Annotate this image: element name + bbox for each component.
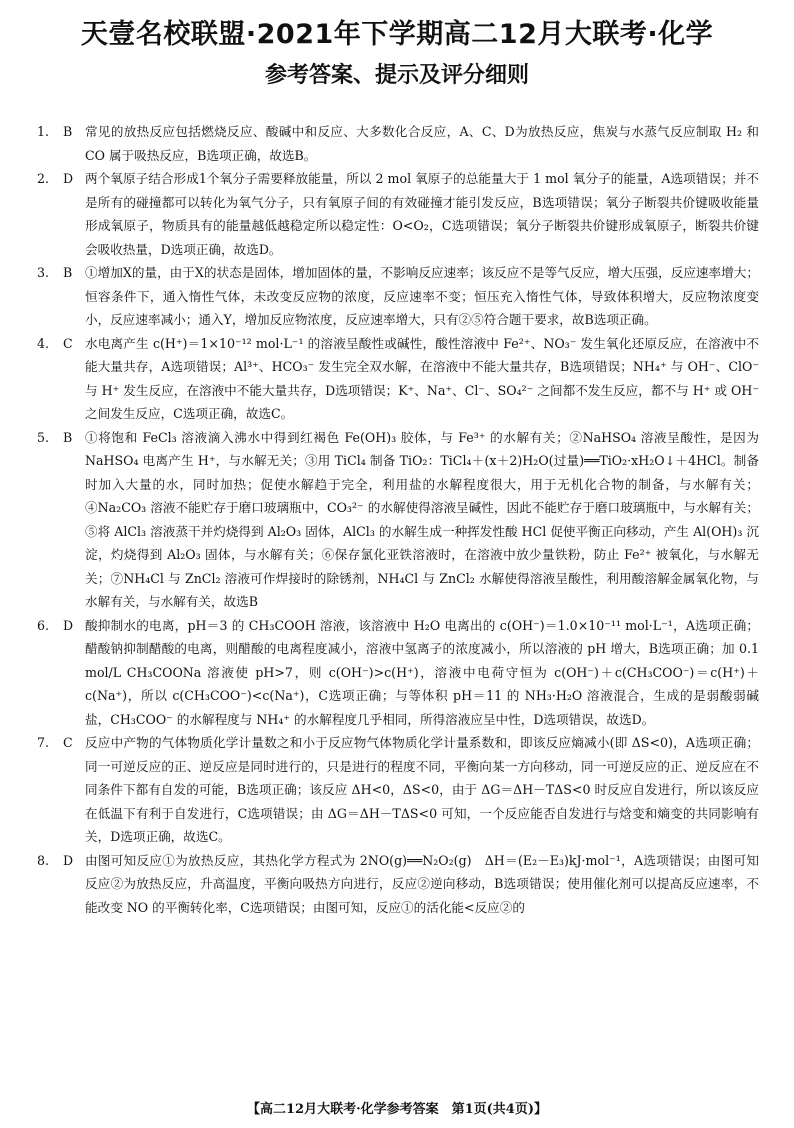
question-number: 6. <box>37 617 50 633</box>
answer-choice: D <box>63 852 74 868</box>
answer-explanation: 由图可知反应①为放热反应，其热化学方程式为 2NO(g)══N₂O₂(g) ΔH＝(E₂－E₃)kJ·mol⁻¹，A选项错误；由图可知反应②为放热反应，升高温度，平衡向吸热方向进行，反应②逆向移动，B选项错误；使用催化剂可以提高反应速率，不能改变 NO 的平衡转化率，C选项错误；由图可知，反应①的活化能<反应②的 <box>85 852 759 915</box>
answer-explanation: 水电离产生 c(H⁺)＝1×10⁻¹² mol·L⁻¹ 的溶液呈酸性或碱性，酸性溶液中 Fe²⁺、NO₃⁻ 发生氧化还原反应，在溶液中不能大量共存，A选项错误；Al³⁺、HCO₃⁻ 发生完全双水解，在溶液中不能大量共存，B选项错误；NH₄⁺ 与 OH⁻、ClO⁻ 与 H⁺ 发生反应，在溶液中不能大量共存，D选项错误；K⁺、Na⁺、Cl⁻、SO₄²⁻ 之间都不发生反应，都不与 H⁺ 或 OH⁻ 之间发生反应，C选项正确，故选C。 <box>85 335 759 421</box>
question-number: 3. <box>37 265 50 280</box>
answer-explanation: 反应中产物的气体物质化学计量数之和小于反应物气体物质化学计量系数和，即该反应熵减小(即 ΔS<0)，A选项正确；同一可逆反应的正、逆反应是同时进行的，只是进行的程度不同，平衡向某一方向移动，同一可逆反应的正、逆反应在不同条件下都有自发的可能，B选项正确；该反应 ΔH<0，ΔS<0，由于 ΔG＝ΔH－TΔS<0 时反应自发进行，所以该反应在低温下有利于自发进行，C选项错误；由 ΔG＝ΔH－TΔS<0 可知，一个反应能否自发进行与焓变和熵变的共同影响有关，D选项正确，故选C。 <box>85 735 759 844</box>
answer-list <box>37 120 759 919</box>
answer-item <box>37 120 759 167</box>
question-number: 5. <box>37 429 50 445</box>
answer-item <box>37 167 759 261</box>
answer-explanation: 酸抑制水的电离，pH＝3 的 CH₃COOH 溶液，该溶液中 H₂O 电离出的 c(OH⁻)＝1.0×10⁻¹¹ mol·L⁻¹，A选项正确；醋酸钠抑制醋酸的电离，则醋酸的电离程度减小，溶液中氢离子的浓度减小，所以溶液的 pH 增大，B选项正确；加 0.1 mol/L CH₃COONa 溶液使 pH>7，则 c(OH⁻)>c(H⁺)，溶液中电荷守恒为 c(OH⁻)＋c(CH₃COO⁻)＝c(H⁺)＋c(Na⁺)，所以 c(CH₃COO⁻)<c(Na⁺)，C选项正确；与等体积 pH＝11 的 NH₃·H₂O 溶液混合，生成的是弱酸弱碱盐，CH₃COO⁻ 的水解程度与 NH₄⁺ 的水解程度几乎相同，所得溶液应呈中性，D选项错误，故选D。 <box>85 617 759 727</box>
question-number: 4. <box>37 335 50 351</box>
answer-choice: C <box>63 735 73 750</box>
answer-item <box>37 614 759 732</box>
answer-choice: D <box>63 171 74 186</box>
answer-explanation: 常见的放热反应包括燃烧反应、酸碱中和反应、大多数化合反应，A、C、D为放热反应，焦炭与水蒸气反应制取 H₂ 和 CO 属于吸热反应，B选项正确，故选B。 <box>85 124 759 163</box>
answer-explanation: ①增加X的量，由于X的状态是固体，增加固体的量，不影响反应速率；该反应不是等气反应，增大压强，反应速率增大；恒容条件下，通入惰性气体，未改变反应物的浓度，反应速率不变；恒压充入惰性气体，导致体积增大，反应物浓度变小，反应速率减小；通入Y，增加反应物浓度，反应速率增大，只有②⑤符合题干要求，故B选项正确。 <box>85 265 759 327</box>
answer-item <box>37 731 759 849</box>
question-number: 2. <box>37 171 50 186</box>
page-footer: 【高二12月大联考·化学参考答案 第1页(共4页)】 <box>246 1102 547 1117</box>
answer-item <box>37 261 759 332</box>
answer-item <box>37 426 759 614</box>
answer-item <box>37 849 759 920</box>
page-title: 天壹名校联盟·2021年下学期高二12月大联考·化学 <box>80 19 714 50</box>
answer-choice: B <box>63 265 73 280</box>
question-number: 1. <box>37 124 50 139</box>
answer-choice: B <box>63 429 73 445</box>
answer-explanation: ①将饱和 FeCl₃ 溶液滴入沸水中得到红褐色 Fe(OH)₃ 胶体，与 Fe³⁺ 的水解有关；②NaHSO₄ 溶液呈酸性，是因为 NaHSO₄ 电离产生 H⁺，与水解无关；③用 TiCl₄ 制备 TiO₂：TiCl₄＋(x＋2)H₂O(过量)══TiO₂·xH₂O↓＋4HCl。制备时加入大量的水，同时加热；促使水解趋于完全，利用盐的水解程度很大，用于无机化合物的制备，与水解有关；④Na₂CO₃ 溶液不能贮存于磨口玻璃瓶中，CO₃²⁻ 的水解使得溶液呈碱性，因此不能贮存于磨口玻璃瓶中，与水解有关；⑤将 AlCl₃ 溶液蒸干并灼烧得到 Al₂O₃ 固体，AlCl₃ 的水解生成一种挥发性酸 HCl 促使平衡正向移动，产生 Al(OH)₃ 沉淀，灼烧得到 Al₂O₃ 固体，与水解有关；⑥保存氯化亚铁溶液时，在溶液中放少量铁粉，防止 Fe²⁺ 被氧化，与水解无关；⑦NH₄Cl 与 ZnCl₂ 溶液可作焊接时的除锈剂，NH₄Cl 与 ZnCl₂ 水解使得溶液呈酸性，利用酸溶解金属氧化物，与水解有关，与水解有关，故选B <box>85 429 759 609</box>
question-number: 8. <box>37 852 50 868</box>
answer-item <box>37 332 759 426</box>
answer-choice: D <box>63 617 74 633</box>
answer-choice: C <box>63 335 73 351</box>
page-subtitle: 参考答案、提示及评分细则 <box>264 63 529 88</box>
answer-explanation: 两个氧原子结合形成1个氧分子需要释放能量，所以 2 mol 氧原子的总能量大于 1 mol 氧分子的能量，A选项错误；并不是所有的碰撞都可以转化为氧气分子，只有氧原子间的有效碰撞才能引发反应，B选项错误；氧分子断裂共价键吸收能量形成氧原子，物质具有的能量越低越稳定所以稳定性：O<O₂，C选项错误；氧分子断裂共价键形成氧原子，断裂共价键会吸收热量，D选项正确，故选D。 <box>85 171 759 257</box>
question-number: 7. <box>37 735 50 750</box>
answer-choice: B <box>63 124 73 139</box>
